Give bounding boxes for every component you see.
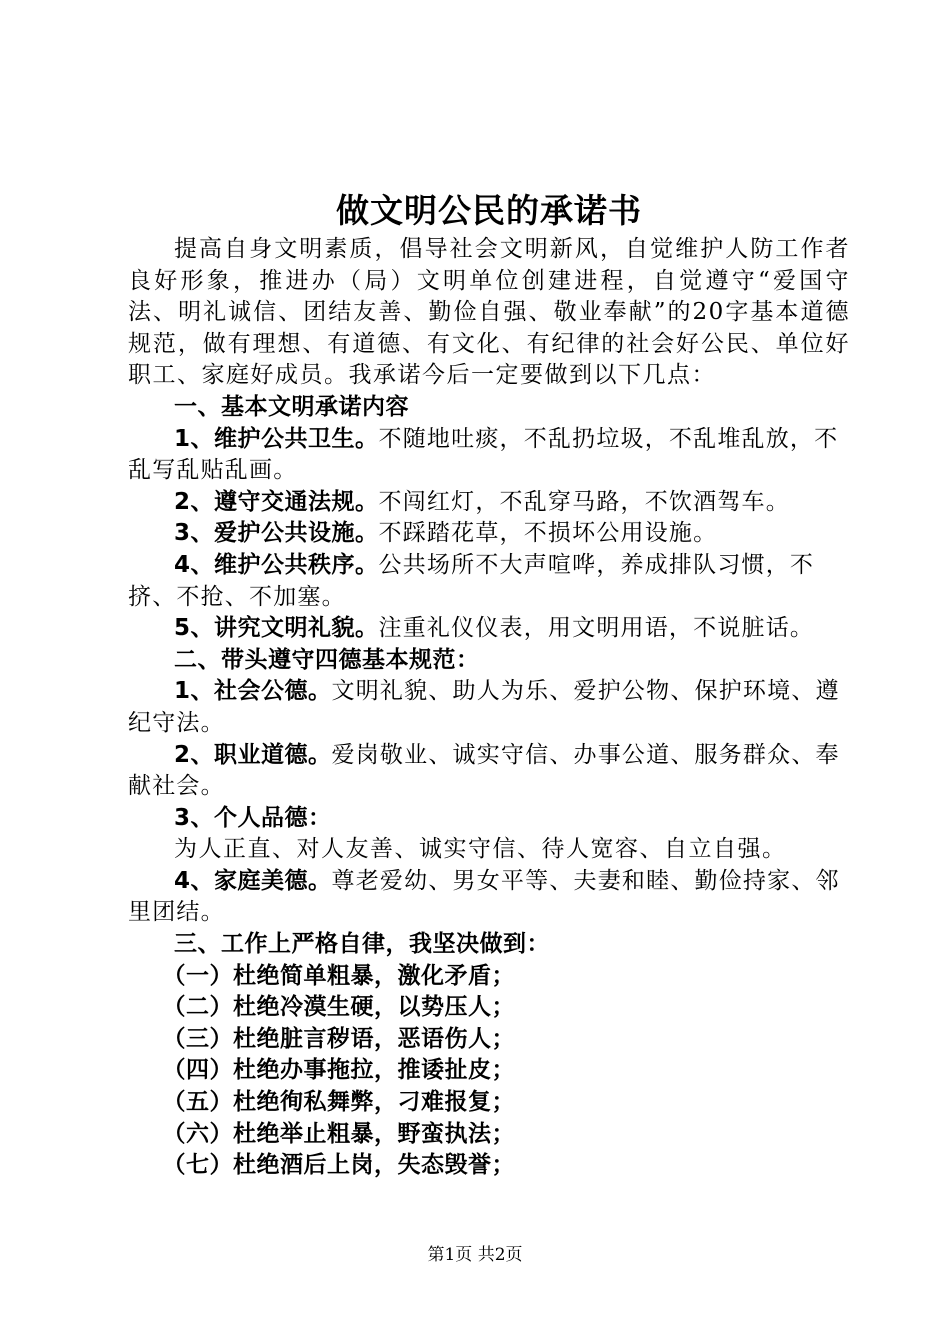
list-item: 为人正直、对人友善、诚实守信、待人宽容、自立自强。 bbox=[174, 836, 787, 863]
list-item: （三）杜绝脏言秽语，恶语伤人； bbox=[162, 1025, 515, 1052]
list-item: （五）杜绝徇私舞弊，刁难报复； bbox=[162, 1089, 515, 1116]
document-body bbox=[128, 188, 850, 1182]
list-item: 2、职业道德。爱岗敬业、诚实守信、办事公道、服务群众、奉献社会。 bbox=[128, 741, 840, 800]
list-item: 3、个人品德： bbox=[174, 804, 332, 831]
list-item: （四）杜绝办事拖拉，推诿扯皮； bbox=[162, 1057, 515, 1084]
list-item: 4、家庭美德。尊老爱幼、男女平等、夫妻和睦、勤俭持家、邻里团结。 bbox=[128, 867, 840, 926]
list-item: （二）杜绝冷漠生硬，以势压人； bbox=[162, 994, 515, 1021]
list-item: （七）杜绝酒后上岗，失态毁誉； bbox=[162, 1152, 515, 1179]
list-item: 5、讲究文明礼貌。注重礼仪仪表，用文明用语，不说脏话。 bbox=[174, 615, 815, 642]
section3-heading: 三、工作上严格自律，我坚决做到： bbox=[174, 931, 550, 958]
intro-paragraph: 提高自身文明素质，倡导社会文明新风，自觉维护人防工作者良好形象，推进办（局）文明单位创建进程，自觉遵守“爱国守法、明礼诚信、团结友善、勤俭自强、敬业奉献”的20字基本道德规范，做有理想、有道德、有文化、有纪律的社会好公民、单位好职工、家庭好成员。我承诺今后一定要做到以下几点： bbox=[128, 236, 850, 389]
section1-heading: 一、基本文明承诺内容 bbox=[174, 393, 409, 420]
document-title: 做文明公民的承诺书 bbox=[336, 191, 642, 230]
list-item: （一）杜绝简单粗暴，激化矛盾； bbox=[162, 962, 515, 989]
section2-heading: 二、带头遵守四德基本规范： bbox=[174, 646, 480, 673]
list-item: 3、爱护公共设施。不踩踏花草，不损坏公用设施。 bbox=[174, 520, 718, 547]
list-item: 2、遵守交通法规。不闯红灯，不乱穿马路，不饮酒驾车。 bbox=[174, 488, 790, 515]
list-item: 1、维护公共卫生。不随地吐痰，不乱扔垃圾，不乱堆乱放，不乱写乱贴乱画。 bbox=[128, 425, 839, 484]
list-item: 1、社会公德。文明礼貌、助人为乐、爱护公物、保护环境、遵纪守法。 bbox=[128, 678, 840, 736]
page-footer: 第1页 共2页 bbox=[427, 1245, 523, 1265]
list-item: （六）杜绝举止粗暴，野蛮执法； bbox=[162, 1120, 515, 1147]
list-item: 4、维护公共秩序。公共场所不大声喧哗，养成排队习惯，不挤、不抢、不加塞。 bbox=[128, 551, 815, 610]
